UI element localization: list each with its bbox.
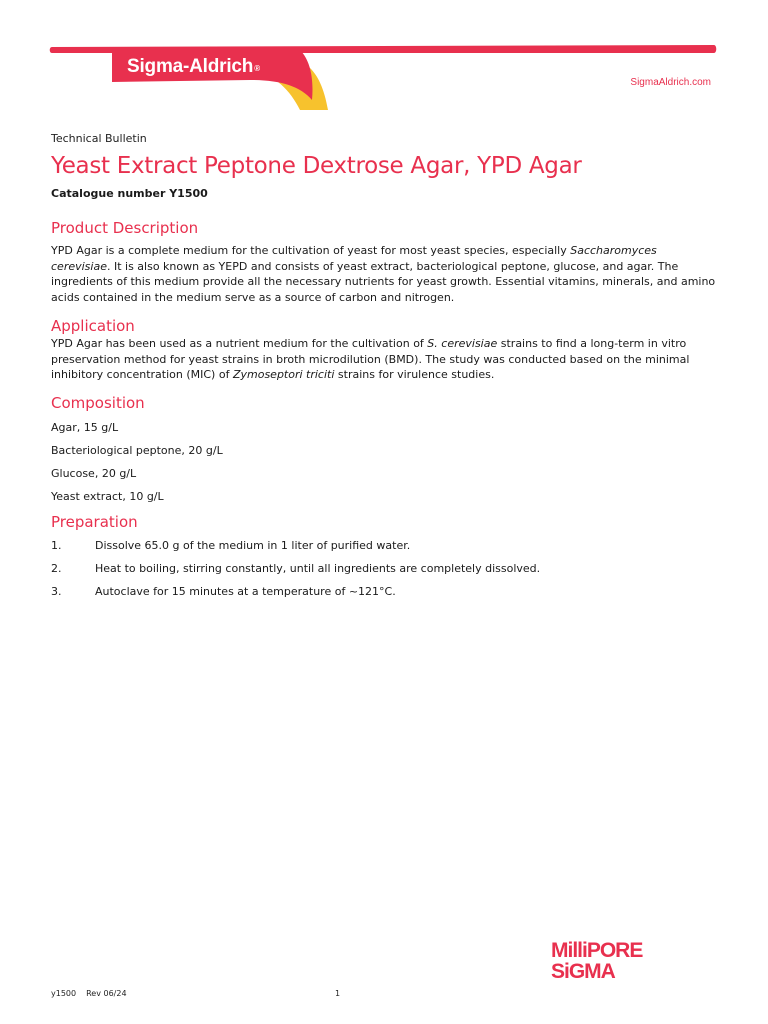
step-number: 1. (51, 538, 62, 552)
header-band (0, 0, 768, 110)
logo-line-1: MilliPORE (551, 939, 643, 962)
document-title: Yeast Extract Peptone Dextrose Agar, YPD Agar (51, 153, 582, 179)
application-heading: Application (51, 316, 135, 335)
logo-line-2: SiGMA (551, 960, 615, 980)
composition-heading: Composition (51, 393, 145, 412)
preparation-step (51, 584, 716, 599)
step-text: Dissolve 65.0 g of the medium in 1 liter of purified water. (95, 538, 411, 552)
preparation-section (51, 512, 716, 599)
composition-list (51, 420, 716, 504)
product-description-heading: Product Description (51, 219, 199, 237)
composition-item: Bacteriological peptone, 20 g/L (51, 443, 223, 457)
brand-name: Sigma-Aldrich (127, 56, 254, 77)
footer-product-code: y1500 (51, 989, 77, 998)
text-run: . It is also known as YEPD and consists of yeast extract, bacteriological peptone, glucose, and agar. The ingredients of this medium provide all the necessary nutrients for yeast growth. Essential vitamins, minerals, and amino acids contained in the medium serve as a source of carbon and nitrogen. (51, 259, 716, 305)
step-text: Heat to boiling, stirring constantly, until all ingredients are completely dissolved. (95, 561, 541, 575)
website-link[interactable]: SigmaAldrich.com (630, 77, 711, 88)
footer-page-number: 1 (335, 989, 341, 998)
preparation-step (51, 538, 716, 553)
composition-item: Agar, 15 g/L (51, 420, 119, 434)
preparation-steps (51, 538, 716, 599)
text-run: strains for virulence studies. (334, 368, 495, 382)
document-body (51, 132, 716, 607)
step-text: Autoclave for 15 minutes at a temperature of ~121°C. (95, 584, 396, 598)
product-description-section (51, 218, 716, 306)
composition-item: Glucose, 20 g/L (51, 466, 137, 480)
composition-item: Yeast extract, 10 g/L (51, 489, 164, 503)
composition-section (51, 393, 716, 504)
preparation-step (51, 561, 716, 576)
document-type: Technical Bulletin (51, 132, 147, 145)
application-text (51, 336, 716, 383)
preparation-heading: Preparation (51, 512, 138, 531)
step-number: 2. (51, 561, 62, 575)
brand-logo (127, 56, 260, 78)
product-description-text (51, 243, 716, 306)
milliporesigma-logo (551, 938, 685, 980)
application-section (51, 316, 716, 383)
text-run: YPD Agar is a complete medium for the cultivation of yeast for most yeast species, especially (51, 244, 571, 257)
brand-registered-mark: ® (254, 64, 260, 73)
footer-revision: Rev 06/24 (86, 989, 127, 998)
species-name: S. cerevisiae (427, 336, 498, 350)
text-run: strains to find a long-term in vitro preservation method for yeast strains in broth microdilution (BMD). The study was conducted based on the minimal inhibitory concentration (MIC) of (51, 336, 690, 382)
text-run: YPD Agar has been used as a nutrient medium for the cultivation of (51, 336, 428, 350)
species-name: Saccharomyces cerevisiae (51, 244, 657, 273)
footer-document-info (51, 989, 137, 998)
species-name: Zymoseptori triciti (232, 368, 335, 382)
catalogue-number: Catalogue number Y1500 (51, 187, 208, 200)
step-number: 3. (51, 584, 62, 598)
